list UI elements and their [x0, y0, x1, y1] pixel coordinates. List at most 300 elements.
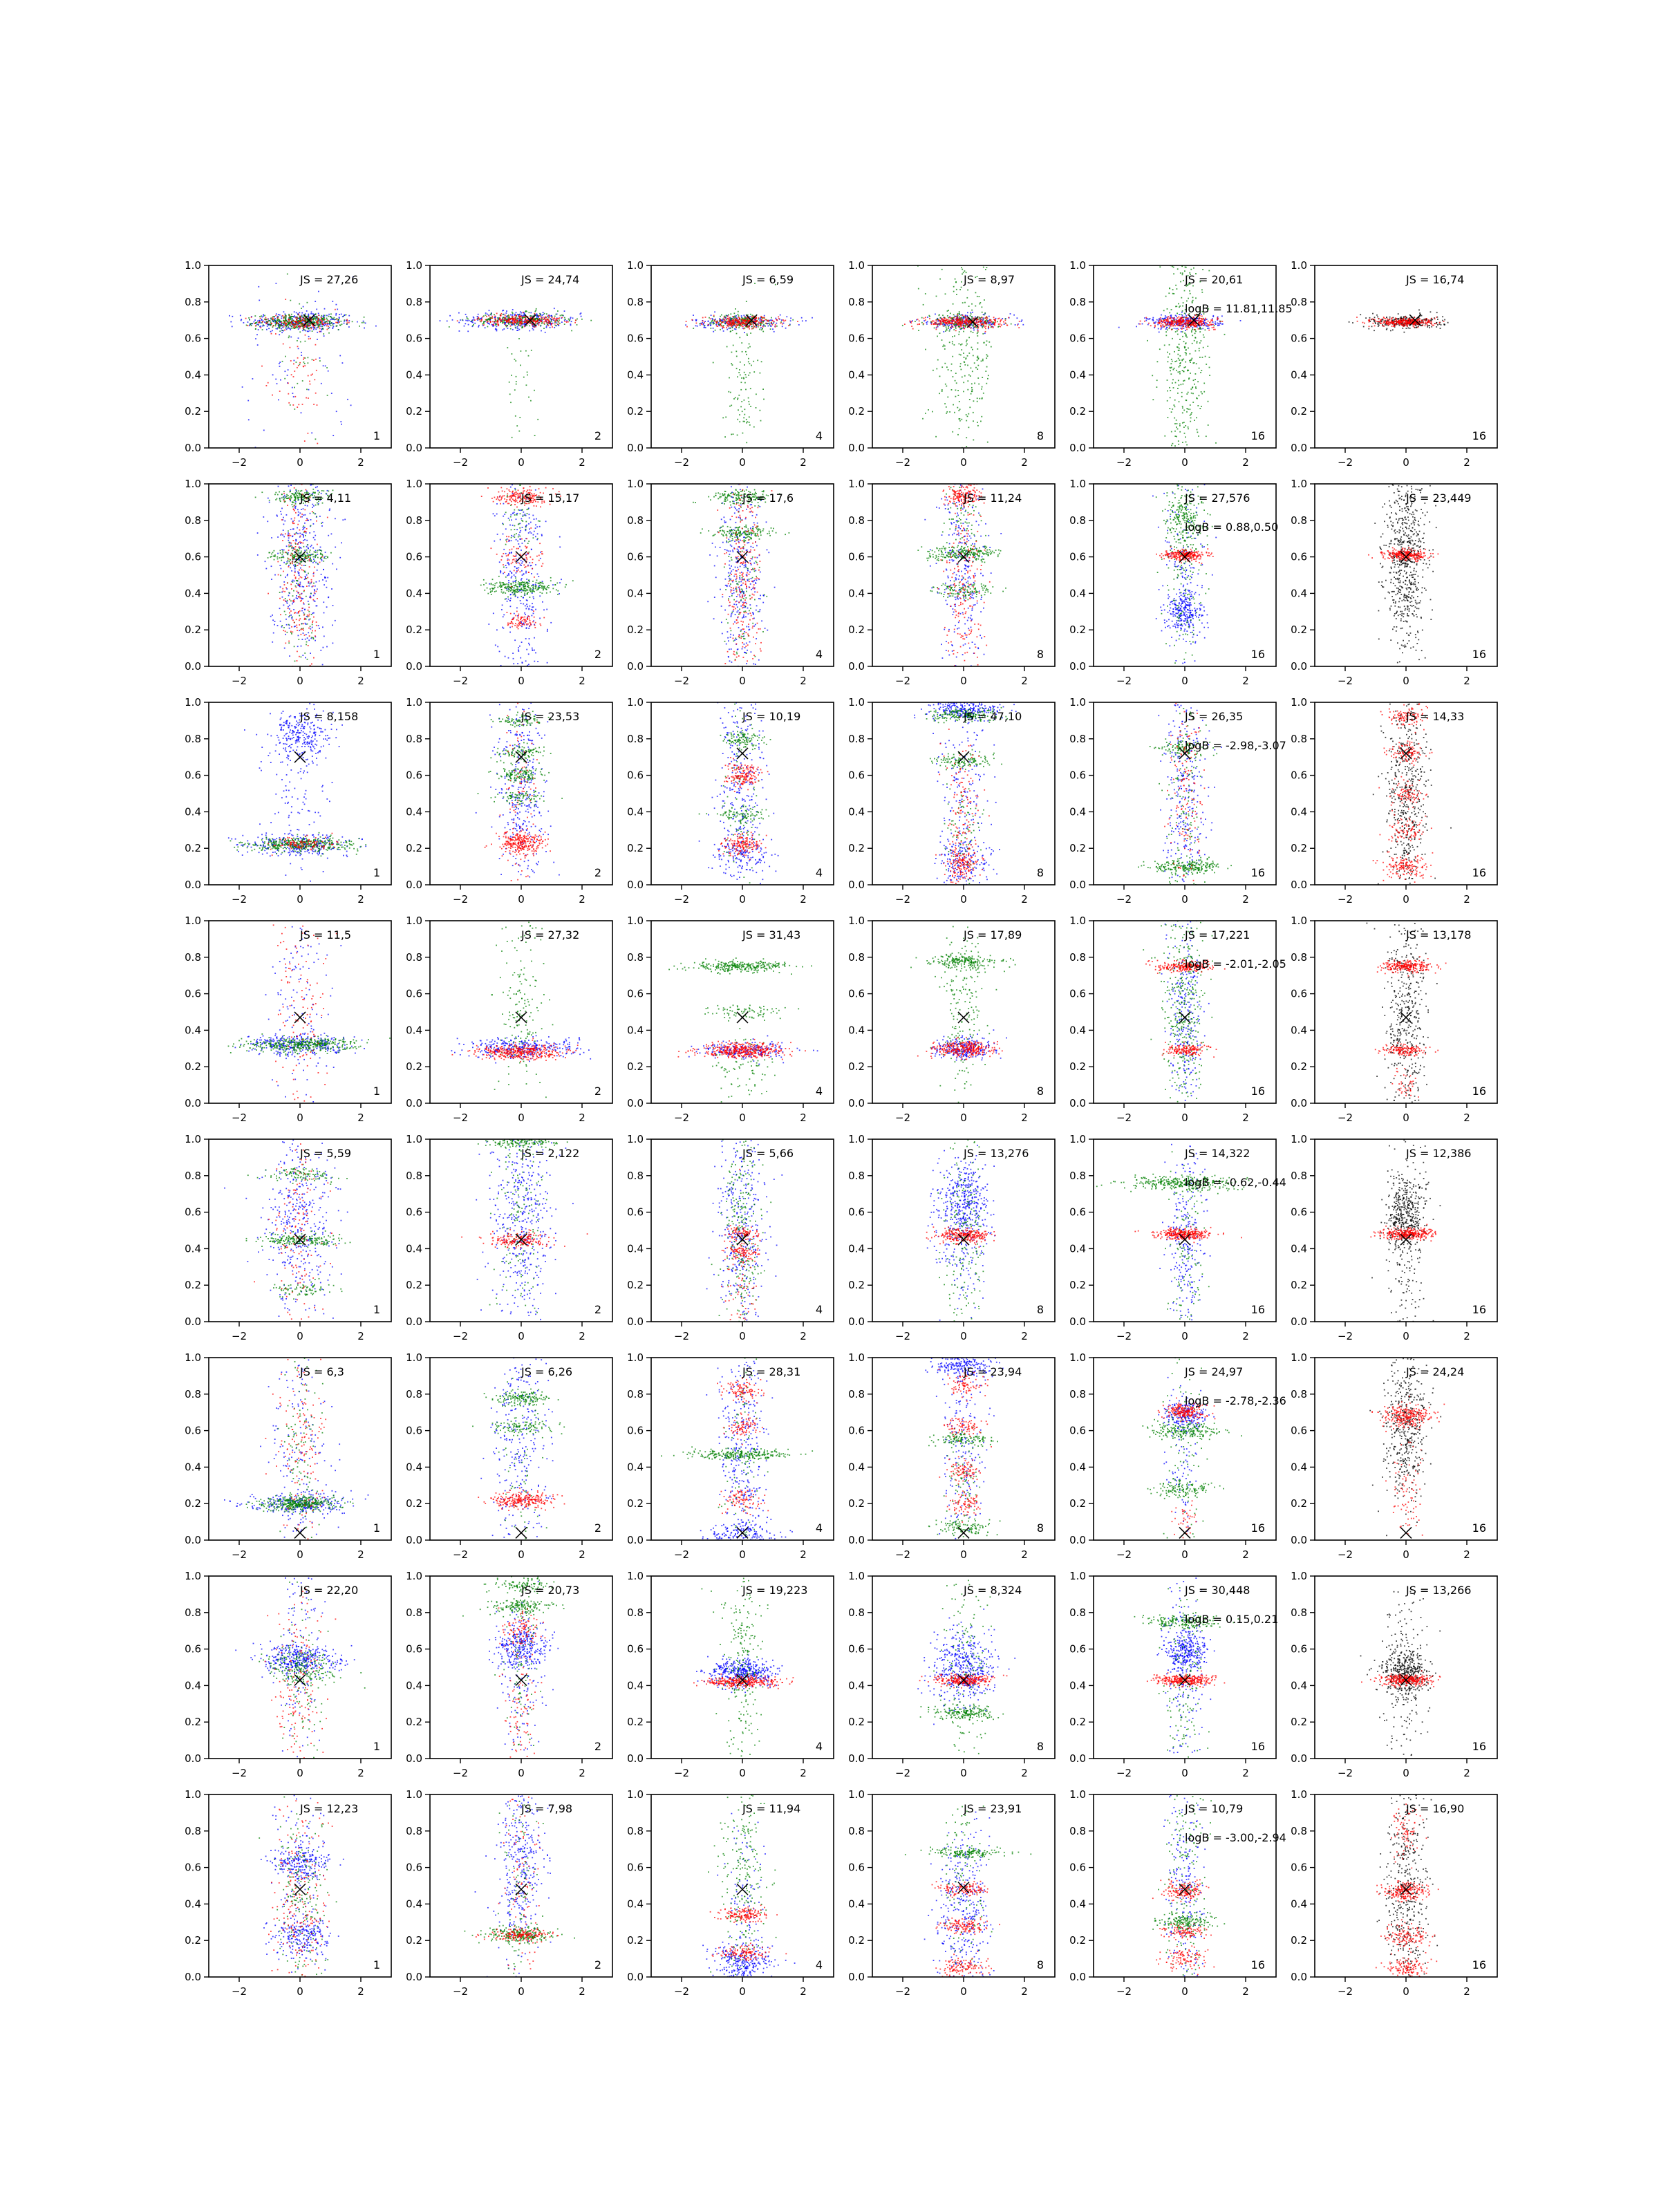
scatter-point [1199, 348, 1200, 349]
scatter-point [986, 324, 987, 325]
scatter-point [294, 328, 295, 329]
scatter-point [1201, 328, 1202, 330]
scatter-point [1185, 355, 1187, 356]
scatter-point [516, 312, 517, 313]
scatter-point [519, 323, 521, 324]
scatter-point [731, 405, 732, 406]
scatter-point [760, 316, 762, 317]
scatter-point [1156, 379, 1158, 381]
scatter-point [1213, 329, 1215, 330]
scatter-point [716, 326, 718, 327]
scatter-point [985, 269, 986, 270]
scatter-point [282, 325, 283, 326]
scatter-point [998, 324, 1000, 325]
scatter-point [327, 329, 328, 330]
scatter-point [1185, 349, 1187, 350]
scatter-point [773, 323, 774, 324]
scatter-point [523, 316, 525, 317]
scatter-point [737, 323, 738, 324]
scatter-point [344, 323, 345, 324]
scatter-point [301, 308, 302, 309]
scatter-point [1201, 391, 1202, 393]
scatter-point [505, 312, 507, 314]
scatter-point [984, 312, 986, 314]
scatter-point [303, 328, 304, 329]
x-tick-label: 0 [1181, 456, 1188, 469]
scatter-point [339, 317, 340, 318]
scatter-point [966, 297, 968, 299]
scatter-point [713, 362, 714, 364]
js-annotation: JS = 8,97 [963, 273, 1015, 286]
scatter-point [503, 321, 505, 323]
scatter-point [959, 409, 961, 410]
scatter-point [749, 373, 751, 374]
scatter-point [519, 417, 521, 418]
scatter-point [534, 313, 536, 315]
scatter-point [1190, 320, 1191, 321]
scatter-point [1199, 350, 1200, 352]
scatter-point [1150, 325, 1152, 326]
scatter-point [574, 322, 576, 324]
scatter-point [984, 324, 985, 326]
scatter-point [1165, 317, 1167, 318]
scatter-point [1403, 317, 1405, 318]
scatter-point [543, 323, 545, 324]
scatter-point [539, 318, 541, 319]
scatter-point [357, 321, 358, 323]
scatter-point [340, 421, 341, 422]
scatter-point [1356, 317, 1358, 318]
x-tick-label: −2 [895, 456, 910, 469]
scatter-point [570, 317, 572, 318]
scatter-point [977, 335, 978, 337]
scatter-point [933, 321, 935, 322]
scatter-point [1174, 351, 1175, 353]
scatter-point [955, 326, 957, 328]
scatter-point [281, 328, 282, 330]
scatter-point [984, 299, 985, 301]
scatter-point [322, 328, 324, 330]
scatter-point [758, 319, 759, 320]
scatter-point [312, 313, 314, 315]
y-tick-label: 1.0 [1069, 259, 1086, 272]
scatter-point [940, 321, 941, 323]
scatter-point [980, 321, 981, 323]
scatter-point [984, 342, 985, 344]
scatter-point [729, 320, 730, 321]
plot-area [209, 265, 391, 448]
scatter-point [790, 320, 791, 321]
scatter-point [1000, 324, 1001, 325]
scatter-point [971, 328, 972, 329]
scatter-point [988, 375, 989, 376]
scatter-point [1380, 321, 1381, 322]
scatter-point [1371, 326, 1373, 327]
scatter-point [518, 329, 520, 330]
scatter-point [315, 344, 317, 346]
scatter-point [949, 330, 950, 332]
scatter-point [911, 326, 912, 327]
scatter-point [572, 317, 574, 319]
scatter-point [489, 310, 490, 311]
scatter-point [965, 359, 966, 360]
scatter-point [751, 316, 753, 317]
scatter-point [986, 354, 988, 355]
scatter-point [520, 311, 521, 312]
scatter-point [1407, 328, 1409, 329]
scatter-point [749, 344, 750, 345]
scatter-point [1213, 327, 1215, 328]
scatter-point [962, 315, 964, 316]
scatter-point [979, 296, 980, 297]
scatter-point [308, 375, 309, 377]
scatter-point [1183, 410, 1185, 411]
scatter-point [510, 315, 512, 316]
scatter-point [727, 329, 728, 330]
scatter-point [725, 317, 727, 318]
scatter-point [490, 321, 491, 322]
scatter-point [248, 317, 250, 319]
scatter-point [1174, 321, 1176, 323]
scatter-point [249, 319, 250, 321]
scatter-point [756, 320, 758, 321]
scatter-point [700, 323, 701, 324]
scatter-point [971, 393, 972, 395]
scatter-point [324, 335, 325, 337]
scatter-point [302, 326, 303, 328]
scatter-point [270, 317, 272, 319]
scatter-point [1427, 326, 1428, 328]
scatter-point [762, 317, 764, 319]
scatter-point [1148, 319, 1150, 320]
scatter-point [1202, 321, 1203, 322]
scatter-point [541, 330, 542, 332]
scatter-point [772, 328, 774, 330]
scatter-point [749, 346, 751, 348]
scatter-point [522, 323, 523, 324]
scatter-point [497, 321, 498, 322]
scatter-point [278, 323, 279, 324]
scatter-point [741, 315, 742, 317]
scatter-point [1418, 310, 1420, 311]
scatter-point [272, 395, 273, 396]
scatter-point [720, 329, 721, 330]
scatter-point [280, 321, 281, 322]
scatter-point [304, 326, 306, 328]
scatter-point [512, 312, 514, 314]
scatter-point [704, 325, 705, 326]
scatter-point [946, 322, 947, 324]
scatter-point [952, 431, 953, 433]
scatter-point [285, 356, 286, 357]
scatter-point [564, 310, 565, 312]
scatter-point [541, 316, 542, 317]
scatter-point [953, 317, 954, 319]
scatter-point [980, 421, 982, 422]
scatter-point [317, 443, 318, 444]
scatter-point [949, 411, 950, 413]
scatter-point [1199, 342, 1201, 344]
scatter-point [727, 326, 728, 327]
scatter-point [328, 316, 330, 317]
scatter-point [966, 341, 967, 343]
scatter-point [966, 414, 967, 415]
scatter-point [1195, 350, 1197, 352]
scatter-point [760, 325, 761, 326]
scatter-point [1202, 319, 1203, 320]
scatter-point [296, 322, 297, 324]
plot-area [430, 265, 612, 448]
scatter-point [1202, 269, 1203, 270]
scatter-point [1182, 442, 1183, 443]
scatter-point [279, 327, 280, 328]
scatter-point [1017, 317, 1018, 319]
scatter-point [541, 325, 542, 326]
scatter-point [739, 337, 740, 338]
scatter-point [959, 344, 960, 345]
scatter-point [346, 319, 348, 321]
scatter-point [279, 330, 281, 332]
scatter-point [1191, 393, 1192, 394]
scatter-point [1374, 317, 1376, 318]
scatter-point [936, 329, 937, 330]
scatter-point [309, 381, 310, 382]
scatter-point [534, 435, 536, 436]
scatter-point [301, 319, 303, 321]
scatter-point [330, 316, 331, 317]
x-tick-label: −2 [674, 456, 689, 469]
scatter-point [497, 322, 498, 324]
scatter-point [265, 322, 267, 324]
scatter-point [748, 401, 749, 402]
scatter-point [323, 333, 324, 335]
scatter-point [1169, 408, 1170, 409]
scatter-point [321, 383, 322, 384]
scatter-point [981, 319, 982, 320]
scatter-point [955, 321, 957, 323]
scatter-point [545, 319, 546, 320]
scatter-point [517, 330, 518, 331]
scatter-point [731, 363, 732, 364]
scatter-point [728, 324, 729, 325]
scatter-point [749, 424, 751, 426]
scatter-point [326, 323, 327, 324]
scatter-point [765, 326, 766, 327]
scatter-point [1195, 297, 1197, 299]
scatter-point [285, 318, 286, 319]
scatter-point [1140, 321, 1141, 322]
scatter-point [555, 325, 556, 326]
scatter-point [1349, 321, 1350, 323]
scatter-point [1190, 269, 1192, 270]
scatter-point [335, 322, 337, 324]
scatter-point [496, 313, 498, 315]
scatter-point [276, 383, 278, 384]
scatter-point [734, 316, 735, 317]
scatter-point [1375, 320, 1376, 321]
scatter-point [1176, 360, 1177, 362]
scatter-point [292, 324, 294, 326]
scatter-point [749, 416, 750, 418]
scatter-point [1174, 328, 1175, 329]
scatter-point [711, 322, 712, 324]
scatter-point [932, 370, 934, 371]
scatter-point [753, 316, 754, 317]
scatter-point [275, 333, 276, 335]
scatter-point [308, 314, 309, 315]
scatter-point [770, 328, 771, 330]
scatter-point [527, 372, 528, 373]
scatter-point [1163, 326, 1165, 328]
scatter-point [953, 291, 955, 292]
scatter-point [969, 399, 971, 400]
scatter-point [946, 411, 948, 413]
scatter-point [1168, 357, 1169, 358]
scatter-point [1194, 340, 1195, 341]
scatter-point [969, 406, 971, 408]
scatter-point [341, 324, 343, 325]
scatter-point [554, 319, 556, 320]
scatter-point [705, 327, 706, 328]
scatter-point [944, 326, 945, 327]
scatter-point [1181, 297, 1182, 299]
scatter-point [1179, 348, 1180, 349]
scatter-point [279, 319, 280, 321]
scatter-point [292, 404, 294, 406]
scatter-point [504, 317, 505, 318]
scatter-point [944, 322, 946, 324]
scatter-point [729, 317, 730, 319]
scatter-point [746, 301, 747, 302]
scatter-point [309, 330, 310, 332]
scatter-point [973, 412, 974, 413]
scatter-point [942, 321, 944, 322]
scatter-point [963, 326, 964, 327]
scatter-point [948, 323, 949, 324]
scatter-point [749, 404, 750, 405]
scatter-point [1142, 324, 1143, 325]
scatter-point [954, 344, 955, 346]
scatter-point [312, 359, 313, 360]
scatter-point [561, 317, 563, 319]
scatter-point [1192, 328, 1193, 330]
scatter-point [1190, 319, 1191, 320]
scatter-point [967, 365, 968, 366]
scatter-point [1190, 324, 1192, 326]
scatter-point [537, 315, 538, 317]
scatter-point [311, 319, 312, 320]
scatter-point [973, 317, 974, 319]
scatter-point [753, 327, 755, 328]
scatter-point [964, 328, 965, 330]
scatter-point [288, 393, 289, 395]
scatter-point [732, 318, 733, 319]
scatter-point [1163, 324, 1164, 326]
scatter-point [505, 319, 506, 321]
scatter-point [964, 321, 965, 323]
scatter-point [1202, 328, 1203, 330]
scatter-point [487, 326, 489, 328]
scatter-point [1171, 309, 1172, 310]
scatter-point [975, 326, 976, 328]
scatter-point [1187, 325, 1188, 326]
scatter-point [1191, 330, 1192, 332]
scatter-point [722, 321, 724, 323]
scatter-point [936, 296, 937, 297]
scatter-point [506, 326, 507, 328]
scatter-point [565, 319, 566, 320]
scatter-point [1174, 400, 1176, 401]
scatter-point [1167, 308, 1168, 310]
scatter-point [944, 403, 946, 404]
scatter-point [1197, 405, 1199, 406]
scatter-point [909, 321, 910, 322]
scatter-point [972, 349, 973, 350]
scatter-point [464, 326, 465, 327]
scatter-point [339, 314, 340, 315]
scatter-point [1015, 324, 1016, 326]
scatter-point [531, 323, 532, 324]
scatter-point [258, 324, 259, 326]
scatter-point [278, 400, 279, 401]
scatter-point [532, 328, 534, 329]
scatter-point [1187, 323, 1188, 324]
scatter-point [971, 303, 973, 305]
scatter-point [982, 306, 983, 308]
scatter-point [1183, 384, 1184, 385]
scatter-point [957, 314, 958, 315]
scatter-point [335, 315, 337, 316]
scatter-point [276, 313, 277, 315]
scatter-point [290, 317, 291, 319]
scatter-point [285, 314, 286, 315]
scatter-point [961, 281, 962, 283]
scatter-point [968, 427, 970, 428]
scatter-point [954, 335, 955, 337]
scatter-point [977, 401, 978, 402]
scatter-point [985, 328, 986, 329]
scatter-point [240, 315, 241, 317]
plot-area [651, 265, 834, 448]
scatter-point [702, 321, 704, 322]
scatter-point [775, 326, 776, 328]
scatter-point [1177, 393, 1179, 394]
scatter-point [746, 419, 747, 420]
scatter-point [752, 315, 753, 316]
scatter-point [1200, 321, 1201, 322]
scatter-point [1180, 272, 1181, 274]
scatter-point [1202, 357, 1203, 358]
scatter-point [1168, 319, 1169, 320]
scatter-point [273, 321, 274, 322]
scatter-point [1185, 436, 1186, 438]
scatter-point [556, 325, 557, 326]
scatter-point [548, 321, 550, 322]
scatter-point [984, 321, 985, 322]
scatter-point [1390, 330, 1391, 332]
scatter-point [1187, 317, 1188, 319]
scatter-point [735, 326, 737, 328]
scatter-point [494, 317, 496, 318]
scatter-point [1183, 328, 1185, 329]
scatter-point [283, 326, 285, 328]
scatter-point [308, 397, 309, 399]
scatter-point [529, 330, 530, 332]
scatter-point [1403, 318, 1404, 319]
scatter-point [997, 318, 999, 319]
scatter-point [514, 314, 516, 315]
scatter-point [971, 310, 973, 311]
